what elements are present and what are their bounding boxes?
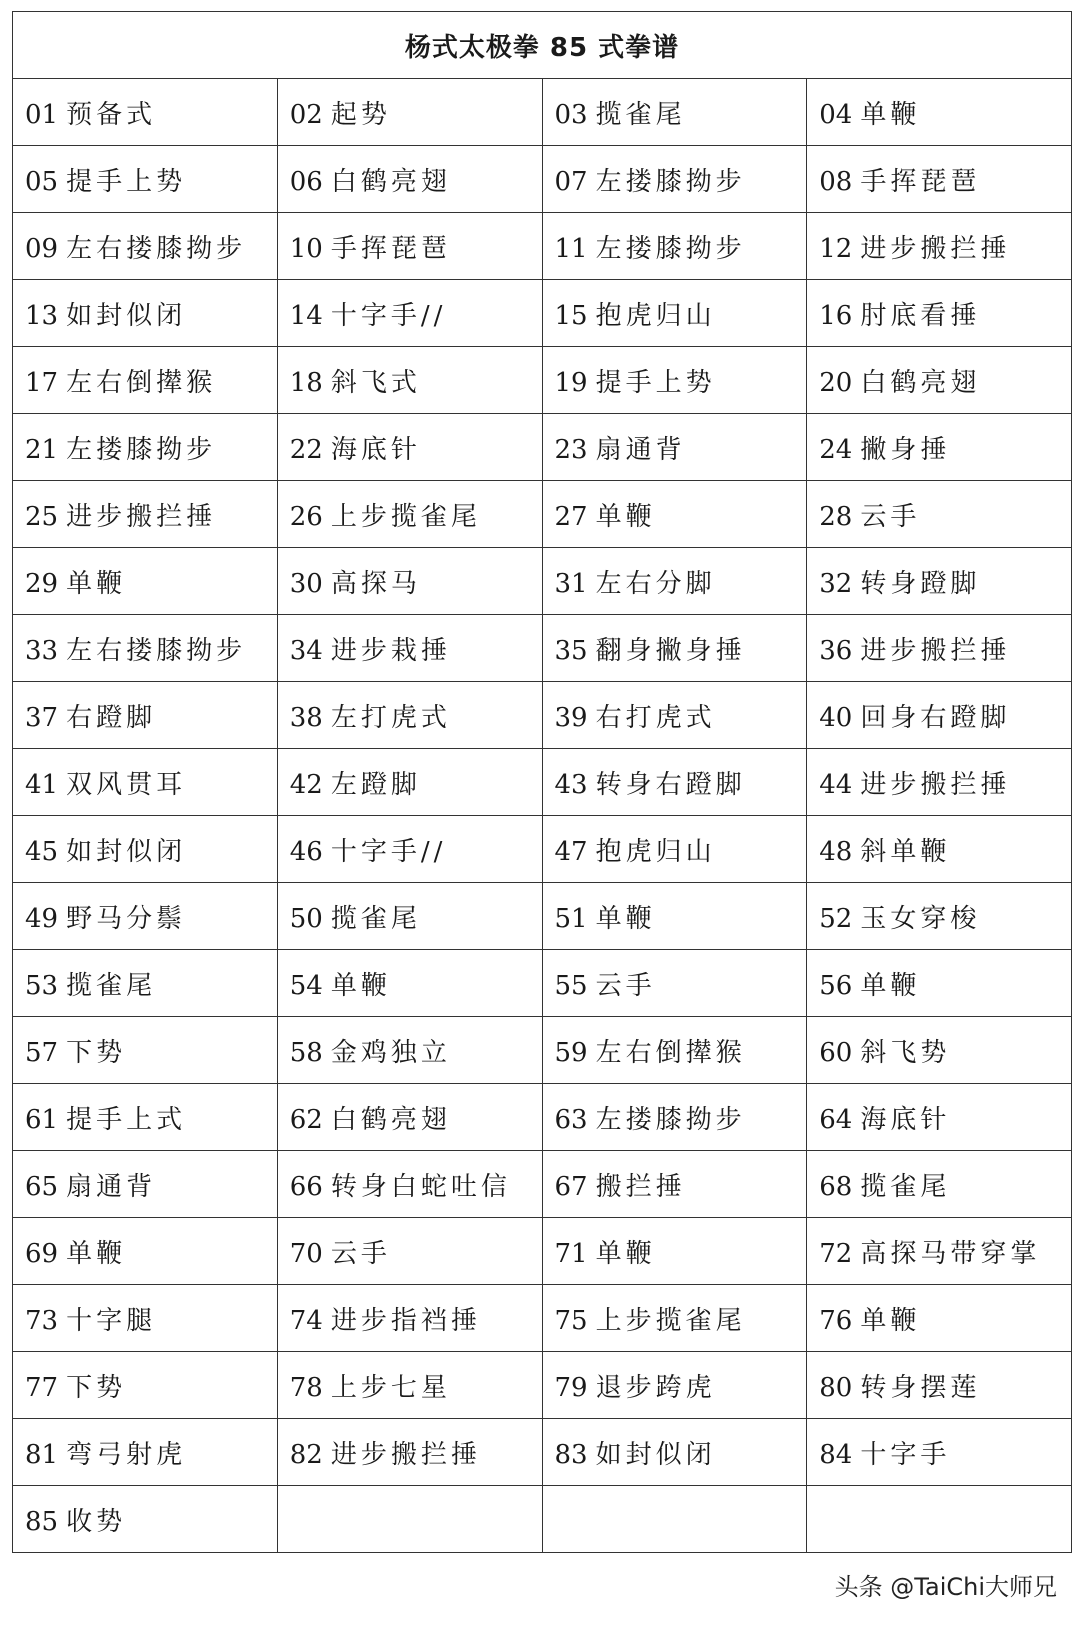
- form-number: 54: [289, 970, 323, 1001]
- form-number: 39: [554, 702, 588, 733]
- form-cell: [807, 414, 1072, 481]
- form-cell: [542, 1151, 807, 1218]
- form-cell: [542, 816, 807, 883]
- form-name: 如封似闭: [66, 836, 187, 867]
- form-cell: [277, 1419, 542, 1486]
- form-number: 79: [554, 1372, 588, 1403]
- form-number: 55: [554, 970, 588, 1001]
- document-page: [12, 11, 1072, 1553]
- form-cell: [807, 548, 1072, 615]
- form-name: 手挥琵琶: [330, 233, 451, 264]
- form-cell: [13, 615, 278, 682]
- form-number: 67: [554, 1171, 588, 1202]
- form-cell: [13, 1486, 278, 1553]
- empty-cell: [277, 1486, 542, 1553]
- form-cell: [13, 1419, 278, 1486]
- form-name: 斜飞势: [860, 1037, 951, 1068]
- form-cell: [13, 347, 278, 414]
- form-name: 收势: [66, 1506, 127, 1537]
- form-number: 61: [25, 1104, 59, 1135]
- form-name: 野马分鬃: [66, 903, 187, 934]
- form-number: 40: [819, 702, 853, 733]
- form-name: 云手: [595, 970, 656, 1001]
- form-name: 肘底看捶: [860, 300, 981, 331]
- form-cell: [13, 1017, 278, 1084]
- form-cell: [807, 280, 1072, 347]
- form-table: [12, 11, 1072, 1553]
- form-cell: [807, 1218, 1072, 1285]
- form-name: 左搂膝拗步: [595, 166, 746, 197]
- form-number: 52: [819, 903, 853, 934]
- form-cell: [13, 883, 278, 950]
- form-name: 左打虎式: [330, 702, 451, 733]
- form-number: 02: [289, 99, 323, 130]
- form-number: 36: [819, 635, 853, 666]
- form-cell: [542, 950, 807, 1017]
- form-cell: [542, 1419, 807, 1486]
- form-number: 76: [819, 1305, 853, 1336]
- table-row: [13, 816, 1072, 883]
- form-name: 转身白蛇吐信: [330, 1171, 511, 1202]
- form-number: 84: [819, 1439, 853, 1470]
- form-name: 右蹬脚: [66, 702, 157, 733]
- form-cell: [277, 414, 542, 481]
- table-row: [13, 1285, 1072, 1352]
- form-cell: [13, 213, 278, 280]
- form-name: 单鞭: [860, 99, 921, 130]
- form-number: 15: [554, 300, 588, 331]
- form-name: 白鹤亮翅: [330, 1104, 451, 1135]
- form-cell: [13, 1084, 278, 1151]
- form-name: 揽雀尾: [595, 99, 686, 130]
- form-cell: [807, 615, 1072, 682]
- form-cell: [277, 548, 542, 615]
- form-number: 82: [289, 1439, 323, 1470]
- form-name: 白鹤亮翅: [330, 166, 451, 197]
- form-number: 60: [819, 1037, 853, 1068]
- form-cell: [542, 749, 807, 816]
- form-number: 09: [25, 233, 59, 264]
- form-number: 43: [554, 769, 588, 800]
- form-cell: [277, 1151, 542, 1218]
- form-number: 70: [289, 1238, 323, 1269]
- form-cell: [277, 481, 542, 548]
- form-name: 金鸡独立: [330, 1037, 451, 1068]
- form-cell: [13, 749, 278, 816]
- form-number: 85: [25, 1506, 59, 1537]
- form-number: 20: [819, 367, 853, 398]
- form-name: 十字手: [860, 1439, 951, 1470]
- form-name: 如封似闭: [595, 1439, 716, 1470]
- form-cell: [807, 1017, 1072, 1084]
- form-number: 27: [554, 501, 588, 532]
- table-row: [13, 347, 1072, 414]
- form-name: 转身摆莲: [860, 1372, 981, 1403]
- form-cell: [277, 950, 542, 1017]
- form-cell: [542, 79, 807, 146]
- form-number: 26: [289, 501, 323, 532]
- form-name: 高探马带穿掌: [860, 1238, 1041, 1269]
- form-number: 65: [25, 1171, 59, 1202]
- table-row: [13, 682, 1072, 749]
- form-cell: [13, 79, 278, 146]
- form-name: 揽雀尾: [66, 970, 157, 1001]
- table-row: [13, 1352, 1072, 1419]
- form-name: 左右倒撵猴: [595, 1037, 746, 1068]
- form-name: 斜飞式: [330, 367, 421, 398]
- form-number: 05: [25, 166, 59, 197]
- form-number: 03: [554, 99, 588, 130]
- form-name: 左右搂膝拗步: [66, 233, 247, 264]
- title-row: [13, 12, 1072, 79]
- form-name: 起势: [330, 99, 391, 130]
- form-name: 海底针: [330, 434, 421, 465]
- form-number: 42: [289, 769, 323, 800]
- form-name: 提手上势: [595, 367, 716, 398]
- form-number: 69: [25, 1238, 59, 1269]
- form-cell: [807, 481, 1072, 548]
- form-cell: [542, 615, 807, 682]
- table-row: [13, 1486, 1072, 1553]
- form-number: 35: [554, 635, 588, 666]
- form-name: 上步七星: [330, 1372, 451, 1403]
- form-cell: [13, 1285, 278, 1352]
- empty-cell: [542, 1486, 807, 1553]
- table-row: [13, 1419, 1072, 1486]
- form-cell: [277, 1352, 542, 1419]
- form-cell: [13, 1151, 278, 1218]
- form-cell: [807, 1084, 1072, 1151]
- form-name: 如封似闭: [66, 300, 187, 331]
- form-name: 单鞭: [860, 970, 921, 1001]
- form-number: 24: [819, 434, 853, 465]
- form-number: 62: [289, 1104, 323, 1135]
- form-cell: [277, 615, 542, 682]
- form-number: 77: [25, 1372, 59, 1403]
- form-number: 81: [25, 1439, 59, 1470]
- form-number: 01: [25, 99, 59, 130]
- form-cell: [13, 1352, 278, 1419]
- table-row: [13, 1151, 1072, 1218]
- form-name: 右打虎式: [595, 702, 716, 733]
- table-row: [13, 414, 1072, 481]
- form-number: 21: [25, 434, 59, 465]
- table-row: [13, 548, 1072, 615]
- form-number: 53: [25, 970, 59, 1001]
- form-name: 云手: [330, 1238, 391, 1269]
- form-number: 80: [819, 1372, 853, 1403]
- form-cell: [277, 347, 542, 414]
- form-name: 单鞭: [330, 970, 391, 1001]
- form-cell: [277, 213, 542, 280]
- table-row: [13, 749, 1072, 816]
- form-name: 单鞭: [595, 903, 656, 934]
- form-number: 17: [25, 367, 59, 398]
- form-name: 双风贯耳: [66, 769, 187, 800]
- form-cell: [542, 213, 807, 280]
- form-number: 66: [289, 1171, 323, 1202]
- form-number: 51: [554, 903, 588, 934]
- form-number: 10: [289, 233, 323, 264]
- form-name: 单鞭: [860, 1305, 921, 1336]
- form-number: 22: [289, 434, 323, 465]
- form-cell: [13, 816, 278, 883]
- form-name: 上步揽雀尾: [330, 501, 481, 532]
- form-number: 30: [289, 568, 323, 599]
- form-number: 13: [25, 300, 59, 331]
- table-row: [13, 883, 1072, 950]
- form-number: 28: [819, 501, 853, 532]
- form-name: 单鞭: [66, 1238, 127, 1269]
- form-cell: [277, 1285, 542, 1352]
- form-cell: [277, 1017, 542, 1084]
- form-name: 进步指裆捶: [330, 1305, 481, 1336]
- form-name: 十字腿: [66, 1305, 157, 1336]
- form-number: 18: [289, 367, 323, 398]
- form-cell: [277, 682, 542, 749]
- form-name: 进步搬拦捶: [860, 769, 1011, 800]
- form-cell: [807, 347, 1072, 414]
- table-row: [13, 1084, 1072, 1151]
- form-cell: [807, 1285, 1072, 1352]
- table-row: [13, 79, 1072, 146]
- form-number: 48: [819, 836, 853, 867]
- form-cell: [277, 749, 542, 816]
- form-name: 进步搬拦捶: [66, 501, 217, 532]
- form-name: 十字手//: [330, 300, 447, 331]
- form-name: 进步搬拦捶: [330, 1439, 481, 1470]
- form-cell: [542, 548, 807, 615]
- form-name: 抱虎归山: [595, 836, 716, 867]
- form-name: 十字手//: [330, 836, 447, 867]
- form-number: 19: [554, 367, 588, 398]
- table-row: [13, 280, 1072, 347]
- form-name: 预备式: [66, 99, 157, 130]
- form-cell: [277, 79, 542, 146]
- form-number: 38: [289, 702, 323, 733]
- form-name: 进步搬拦捶: [860, 233, 1011, 264]
- form-cell: [542, 347, 807, 414]
- form-number: 78: [289, 1372, 323, 1403]
- form-number: 46: [289, 836, 323, 867]
- form-name: 斜单鞭: [860, 836, 951, 867]
- page-title: 杨式太极拳 85 式拳谱: [13, 12, 1072, 79]
- watermark: 头条 @TaiChi大师兄: [834, 1573, 1057, 1601]
- form-number: 33: [25, 635, 59, 666]
- form-number: 64: [819, 1104, 853, 1135]
- form-name: 下势: [66, 1372, 127, 1403]
- form-number: 73: [25, 1305, 59, 1336]
- form-cell: [807, 1419, 1072, 1486]
- form-number: 47: [554, 836, 588, 867]
- form-number: 41: [25, 769, 59, 800]
- form-cell: [13, 146, 278, 213]
- form-cell: [542, 1017, 807, 1084]
- form-cell: [13, 414, 278, 481]
- form-number: 04: [819, 99, 853, 130]
- form-cell: [13, 481, 278, 548]
- form-number: 12: [819, 233, 853, 264]
- form-name: 翻身撇身捶: [595, 635, 746, 666]
- form-name: 高探马: [330, 568, 421, 599]
- form-name: 抱虎归山: [595, 300, 716, 331]
- form-cell: [542, 883, 807, 950]
- form-name: 回身右蹬脚: [860, 702, 1011, 733]
- form-cell: [807, 883, 1072, 950]
- form-number: 57: [25, 1037, 59, 1068]
- form-name: 转身蹬脚: [860, 568, 981, 599]
- form-cell: [542, 1218, 807, 1285]
- form-cell: [13, 1218, 278, 1285]
- form-number: 63: [554, 1104, 588, 1135]
- form-number: 45: [25, 836, 59, 867]
- form-name: 左搂膝拗步: [595, 1104, 746, 1135]
- form-name: 手挥琵琶: [860, 166, 981, 197]
- form-cell: [277, 1218, 542, 1285]
- form-cell: [807, 682, 1072, 749]
- table-row: [13, 213, 1072, 280]
- form-number: 23: [554, 434, 588, 465]
- form-number: 06: [289, 166, 323, 197]
- table-row: [13, 481, 1072, 548]
- form-cell: [13, 682, 278, 749]
- form-table-body: [13, 79, 1072, 1553]
- form-cell: [542, 146, 807, 213]
- form-cell: [277, 1084, 542, 1151]
- form-number: 07: [554, 166, 588, 197]
- form-cell: [13, 280, 278, 347]
- form-number: 83: [554, 1439, 588, 1470]
- form-name: 转身右蹬脚: [595, 769, 746, 800]
- form-cell: [277, 816, 542, 883]
- form-number: 11: [554, 233, 588, 264]
- form-name: 提手上势: [66, 166, 187, 197]
- form-number: 50: [289, 903, 323, 934]
- form-number: 14: [289, 300, 323, 331]
- form-number: 74: [289, 1305, 323, 1336]
- form-cell: [542, 280, 807, 347]
- form-name: 弯弓射虎: [66, 1439, 187, 1470]
- table-row: [13, 1017, 1072, 1084]
- form-name: 上步揽雀尾: [595, 1305, 746, 1336]
- form-cell: [277, 280, 542, 347]
- form-cell: [542, 414, 807, 481]
- form-number: 31: [554, 568, 588, 599]
- form-number: 68: [819, 1171, 853, 1202]
- form-cell: [542, 481, 807, 548]
- form-name: 扇通背: [66, 1171, 157, 1202]
- form-number: 49: [25, 903, 59, 934]
- form-name: 单鞭: [66, 568, 127, 599]
- form-cell: [807, 146, 1072, 213]
- form-number: 29: [25, 568, 59, 599]
- form-number: 08: [819, 166, 853, 197]
- form-cell: [13, 548, 278, 615]
- form-name: 左右倒撵猴: [66, 367, 217, 398]
- form-number: 25: [25, 501, 59, 532]
- form-number: 59: [554, 1037, 588, 1068]
- form-name: 揽雀尾: [860, 1171, 951, 1202]
- form-cell: [807, 1151, 1072, 1218]
- form-cell: [542, 1285, 807, 1352]
- form-cell: [807, 213, 1072, 280]
- table-row: [13, 615, 1072, 682]
- form-name: 进步栽捶: [330, 635, 451, 666]
- form-name: 海底针: [860, 1104, 951, 1135]
- form-name: 撇身捶: [860, 434, 951, 465]
- form-name: 玉女穿梭: [860, 903, 981, 934]
- form-cell: [807, 816, 1072, 883]
- form-number: 32: [819, 568, 853, 599]
- form-cell: [542, 682, 807, 749]
- form-name: 退步跨虎: [595, 1372, 716, 1403]
- form-name: 揽雀尾: [330, 903, 421, 934]
- form-number: 44: [819, 769, 853, 800]
- form-number: 58: [289, 1037, 323, 1068]
- form-name: 单鞭: [595, 1238, 656, 1269]
- form-name: 扇通背: [595, 434, 686, 465]
- form-number: 37: [25, 702, 59, 733]
- form-cell: [807, 1352, 1072, 1419]
- empty-cell: [807, 1486, 1072, 1553]
- form-cell: [542, 1084, 807, 1151]
- form-cell: [277, 883, 542, 950]
- form-cell: [807, 749, 1072, 816]
- form-number: 56: [819, 970, 853, 1001]
- table-row: [13, 146, 1072, 213]
- form-name: 左搂膝拗步: [595, 233, 746, 264]
- table-row: [13, 950, 1072, 1017]
- form-cell: [277, 146, 542, 213]
- form-name: 搬拦捶: [595, 1171, 686, 1202]
- form-name: 进步搬拦捶: [860, 635, 1011, 666]
- form-number: 34: [289, 635, 323, 666]
- form-name: 左蹬脚: [330, 769, 421, 800]
- form-name: 左右分脚: [595, 568, 716, 599]
- table-row: [13, 1218, 1072, 1285]
- form-number: 71: [554, 1238, 588, 1269]
- form-name: 单鞭: [595, 501, 656, 532]
- form-name: 提手上式: [66, 1104, 187, 1135]
- form-number: 16: [819, 300, 853, 331]
- form-name: 左搂膝拗步: [66, 434, 217, 465]
- form-name: 云手: [860, 501, 921, 532]
- form-cell: [807, 950, 1072, 1017]
- form-name: 左右搂膝拗步: [66, 635, 247, 666]
- form-name: 下势: [66, 1037, 127, 1068]
- form-cell: [542, 1352, 807, 1419]
- form-number: 75: [554, 1305, 588, 1336]
- form-cell: [807, 79, 1072, 146]
- form-cell: [13, 950, 278, 1017]
- form-name: 白鹤亮翅: [860, 367, 981, 398]
- form-number: 72: [819, 1238, 853, 1269]
